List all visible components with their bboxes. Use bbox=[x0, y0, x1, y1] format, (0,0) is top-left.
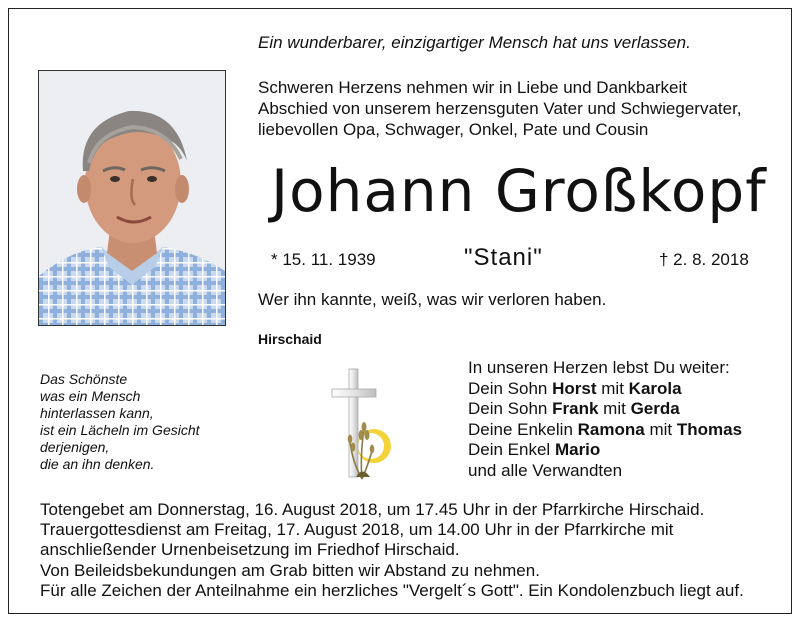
conjunction: mit bbox=[649, 419, 673, 439]
service-line: anschließender Urnenbeisetzung im Friedhof Hirschaid. bbox=[40, 540, 460, 560]
relative-name: Thomas bbox=[676, 419, 743, 439]
place-name: Hirschaid bbox=[258, 331, 322, 347]
intro-text bbox=[258, 77, 778, 140]
intro-line: Abschied von unserem herzensguten Vater und Schwiegervater, bbox=[258, 99, 742, 118]
family-line bbox=[468, 399, 742, 420]
relation-label: Deine Enkelin bbox=[468, 419, 573, 439]
birth-date: * 15. 11. 1939 bbox=[271, 250, 376, 269]
intro-line: liebevollen Opa, Schwager, Onkel, Pate und Cousin bbox=[258, 120, 649, 139]
service-line: Trauergottesdienst am Freitag, 17. August 2018, um 14.00 Uhr in der Pfarrkirche mit bbox=[40, 520, 674, 540]
service-line: Von Beileidsbekundungen am Grab bitten wir Abstand zu nehmen. bbox=[40, 560, 540, 580]
quote-line: hinterlassen kann, bbox=[40, 405, 154, 421]
relative-name: Frank bbox=[552, 399, 599, 418]
memorial-quote bbox=[40, 371, 200, 473]
family-line: In unseren Herzen lebst Du weiter: bbox=[468, 358, 730, 377]
service-line: Für alle Zeichen der Anteilnahme ein herzliches "Vergelt´s Gott". Ein Kondolenzbuch liegt auf. bbox=[40, 580, 744, 600]
relative-name: Gerda bbox=[630, 399, 680, 418]
quote-line: ist ein Lächeln im Gesicht bbox=[40, 422, 200, 438]
motto: Wer ihn kannte, weiß, was wir verloren haben. bbox=[258, 290, 607, 309]
service-line: Totengebet am Donnerstag, 16. August 2018, um 17.45 Uhr in der Pfarrkirche Hirschaid. bbox=[40, 500, 705, 519]
relation-label: Dein Sohn bbox=[468, 378, 548, 398]
portrait-illustration bbox=[39, 71, 225, 325]
conjunction: mit bbox=[601, 378, 624, 398]
nickname: "Stani" bbox=[464, 244, 543, 271]
family-list bbox=[468, 358, 742, 481]
relative-name: Ramona bbox=[577, 419, 645, 439]
quote-line: die an ihn denken. bbox=[40, 456, 155, 472]
death-date: † 2. 8. 2018 bbox=[659, 250, 749, 269]
portrait-photo bbox=[38, 70, 226, 326]
intro-line: Schweren Herzens nehmen wir in Liebe und Dankbarkeit bbox=[258, 78, 688, 97]
cross-with-wheat-icon bbox=[322, 361, 392, 481]
relative-name: Karola bbox=[628, 378, 682, 398]
quote-line: was ein Mensch bbox=[40, 388, 141, 404]
tagline: Ein wunderbarer, einzigartiger Mensch hat uns verlassen. bbox=[258, 33, 691, 52]
relation-label: Dein Enkel bbox=[468, 440, 551, 459]
deceased-name: Johann Großkopf bbox=[271, 157, 767, 225]
family-line: und alle Verwandten bbox=[468, 460, 623, 480]
relation-label: Dein Sohn bbox=[468, 399, 548, 418]
quote-line: derjenigen, bbox=[40, 439, 110, 455]
relative-name: Horst bbox=[552, 378, 597, 398]
family-line bbox=[468, 379, 742, 400]
family-line bbox=[468, 440, 742, 461]
relative-name: Mario bbox=[554, 440, 601, 459]
family-line bbox=[468, 420, 742, 441]
obituary-notice bbox=[8, 8, 792, 614]
service-details bbox=[40, 500, 780, 601]
quote-line: Das Schönste bbox=[40, 371, 128, 387]
conjunction: mit bbox=[603, 399, 626, 418]
